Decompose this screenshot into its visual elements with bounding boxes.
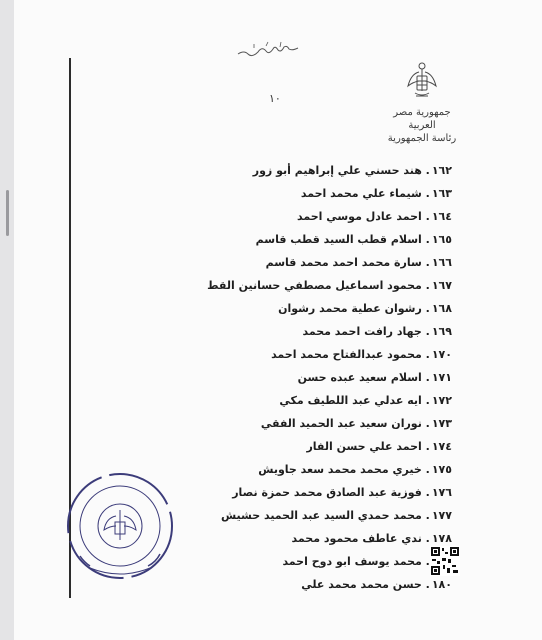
list-item-name: احمد علي حسن الفار xyxy=(306,440,422,453)
list-item-separator: . xyxy=(421,532,430,545)
list-item-separator: . xyxy=(421,325,430,338)
list-item xyxy=(152,182,452,205)
list-item-name: رشوان عطية محمد رشوان xyxy=(278,302,422,315)
list-item xyxy=(152,251,452,274)
names-list xyxy=(152,159,452,596)
list-item xyxy=(152,320,452,343)
list-item-name: نوران سعيد عبد الحميد الفقي xyxy=(260,417,422,430)
list-item-separator: . xyxy=(421,394,430,407)
list-item xyxy=(152,389,452,412)
list-item-number: ١٧٣ xyxy=(431,417,452,430)
list-item xyxy=(152,366,452,389)
list-item xyxy=(152,228,452,251)
list-item xyxy=(152,573,452,596)
list-item-number: ١٧١ xyxy=(431,371,452,384)
list-item-name: محمود اسماعيل مصطفي حسانين القط xyxy=(207,279,422,292)
list-item-number: ١٨٠ xyxy=(431,578,452,591)
list-item xyxy=(152,343,452,366)
list-item-number: ١٧٤ xyxy=(431,440,452,453)
list-item xyxy=(152,481,452,504)
list-item xyxy=(152,274,452,297)
header-line-2: رئاسة الجمهورية xyxy=(387,133,457,144)
list-item-number: ١٦٦ xyxy=(431,256,452,269)
list-item-number: ١٦٥ xyxy=(431,233,452,246)
list-item-name: اسلام قطب السيد قطب قاسم xyxy=(255,233,422,246)
list-item xyxy=(152,205,452,228)
list-item-name: سارة محمد احمد محمد قاسم xyxy=(265,256,422,269)
list-item-number: ١٦٣ xyxy=(431,187,452,200)
official-stamp xyxy=(60,466,180,586)
list-item-number: ١٧٧ xyxy=(431,509,452,522)
list-item-number: ١٧٥ xyxy=(431,463,452,476)
list-item-name: جهاد رافت احمد محمد xyxy=(302,325,422,338)
list-item xyxy=(152,504,452,527)
list-item-separator: . xyxy=(421,302,430,315)
list-item xyxy=(152,297,452,320)
list-item-name: احمد عادل موسي احمد xyxy=(296,210,422,223)
list-item-number: ١٦٨ xyxy=(431,302,452,315)
list-item-separator: . xyxy=(421,348,430,361)
list-item xyxy=(152,412,452,435)
list-item-name: اسلام سعيد عبده حسن xyxy=(297,371,422,384)
list-item xyxy=(152,527,452,550)
list-item-separator: . xyxy=(421,417,430,430)
page-number: ١٠ xyxy=(269,92,281,105)
list-item-name: محمود عبدالفتاح محمد احمد xyxy=(271,348,422,361)
list-item-separator: . xyxy=(421,463,430,476)
government-header xyxy=(386,106,458,145)
list-item-name: ايه عدلي عبد اللطيف مكي xyxy=(279,394,422,407)
list-item-number: ١٦٤ xyxy=(431,210,452,223)
list-item-number: ١٧٨ xyxy=(431,532,452,545)
list-item xyxy=(152,159,452,182)
header-line-1: جمهورية مصر العربية xyxy=(393,107,451,131)
eagle-emblem-icon xyxy=(406,60,438,104)
list-item-separator: . xyxy=(421,371,430,384)
list-item-separator: . xyxy=(421,210,430,223)
list-item-number: ١٦٢ xyxy=(431,164,452,177)
list-item-name: محمد يوسف ابو دوح احمد xyxy=(282,555,422,568)
list-item-separator: . xyxy=(421,256,430,269)
list-item-name: فوزية عبد الصادق محمد حمزة نصار xyxy=(232,486,422,499)
qr-code-icon xyxy=(430,546,460,576)
list-item-name: خيري محمد محمد سعد جاويش xyxy=(258,463,422,476)
list-item-name: محمد حمدي السيد عبد الحميد حشيش xyxy=(220,509,422,522)
list-item xyxy=(152,550,452,573)
basmala-handwriting xyxy=(236,40,300,60)
scrollbar-thumb[interactable] xyxy=(6,190,9,236)
list-item xyxy=(152,435,452,458)
list-item-separator: . xyxy=(421,440,430,453)
list-item-separator: . xyxy=(421,233,430,246)
list-item xyxy=(152,458,452,481)
viewer-left-gutter xyxy=(0,0,14,640)
list-item-name: ندي عاطف محمود محمد xyxy=(291,532,422,545)
list-item-separator: . xyxy=(421,187,430,200)
list-item-number: ١٧٠ xyxy=(431,348,452,361)
list-item-number: ١٦٩ xyxy=(431,325,452,338)
list-item-separator: . xyxy=(421,279,430,292)
list-item-separator: . xyxy=(421,164,430,177)
list-item-separator: . xyxy=(421,555,430,568)
list-item-separator: . xyxy=(421,486,430,499)
list-item-number: ١٦٧ xyxy=(431,279,452,292)
list-item-name: هند حسني علي إبراهيم أبو زور xyxy=(252,164,422,177)
list-item-separator: . xyxy=(421,578,430,591)
list-item-number: ١٧٢ xyxy=(431,394,452,407)
list-item-number: ١٧٦ xyxy=(431,486,452,499)
document-page xyxy=(14,0,542,640)
list-item-separator: . xyxy=(421,509,430,522)
list-item-name: شيماء علي محمد احمد xyxy=(300,187,422,200)
list-item-name: حسن محمد محمد علي xyxy=(301,578,422,591)
